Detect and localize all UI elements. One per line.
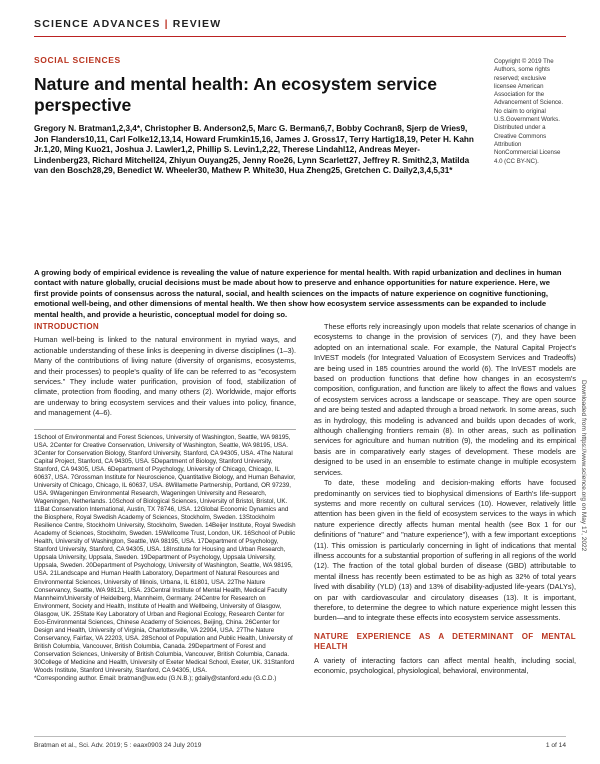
section-label: SOCIAL SCIENCES	[34, 55, 121, 65]
download-notice: Downloaded from https://www.science.org on May 17, 2022	[580, 380, 587, 552]
body-paragraph-2: To date, these modeling and decision-making efforts have focused predominantly on services tied to biophysical dimensions of Earth's life-support systems and more recently on cultural services (10). However, relatively little attention has been given in the field of ecosystem services to the ways in which nature experience directly affects human mental health (see Box 1 for our definitions of "nature" and "nature experience"), with a few important exceptions (11). This omission is particularly concerning in light of indications that mental illness accounts for a substantial proportion of suffering in all regions of the world (12). The fraction of the total global burden of disease (GBD) attributable to mental illness has recently been estimated to be as high as 32% of total years lived with disability (YLD) (13) and 13% of disability-adjusted life-years (DALYs), on par with cardiovascular and circulatory diseases (13). It is important, therefore, to determine the degree to which nature experience might lessen this burden—and to integrate these effects into ecosystem service assessments.	[314, 478, 576, 623]
affiliation-list: 1School of Environmental and Forest Sciences, University of Washington, Seattle, WA 98195, USA. 2Center for Creative Conservation, University of Washington, Seattle, WA 98195, USA. 3Center for Conservation Biology, Stanford University, Stanford, CA 94305, USA. 4The Natural Capital Project, Stanford, CA 94305, USA. 5Department of Biology, Stanford University, Stanford, CA 94305, USA. 6Department of Psychology, University of Chicago, Chicago, IL 60637, USA. 7Grossman Institute for Neuroscience, Quantitative Biology, and Human Behavior, University of Chicago, Chicago, IL 60637, USA. 8Willamette Partnership, Portland, OR 97239, USA. 9Wageningen Environmental Research, Wageningen University and Research, Wageningen, Netherlands. 10School of Biological Sciences, University of Bristol, Bristol, UK. 11Bat Conservation International, Austin, TX 78746, USA. 12Global Economic Dynamics and the Biosphere, Royal Swedish Academy of Sciences, Stockholm, Sweden. 13Stockholm Resilience Centre, Stockholm University, Stockholm, Sweden. 14Beijer Institute, Royal Swedish Academy of Sciences, Stockholm, Sweden. 15Wellcome Trust, London, UK. 16School of Public Health, University of Washington, Seattle, WA 98195, USA. 17Department of Psychology, Stanford University, Stanford, CA 94305, USA. 18Institute for Housing and Urban Research, Uppsala University, Uppsala, Sweden. 19Department of Psychology, Uppsala University, Uppsala, Sweden. 20Department of Psychology, University of Washington, Seattle, WA 98195, USA. 21Landscape and Human Health Laboratory, Department of Natural Resources and Environmental Sciences, University of Illinois, Urbana, IL 61801, USA. 22The Nature Conservancy, Seattle, WA 98121, USA. 23Central Institute of Mental Health, Medical Faculty Mannheim/University of Heidelberg, Mannheim, Germany. 24Centre for Research on Environment, Society and Health, Institute of Health and Wellbeing, University of Glasgow, Glasgow, UK. 25State Key Laboratory of Urban and Regional Ecology, Research Center for Eco-Environmental Sciences, Chinese Academy of Sciences, Beijing, China. 26Center for Design and Health, University of Virginia, Charlottesville, VA 22904, USA. 27The Nature Conservancy, Fairfax, VA 22203, USA. 28School of Population and Public Health, University of British Columbia, Vancouver, British Columbia, Canada. 29Department of Forest and Conservation Sciences, University of British Columbia, Vancouver, British Columbia, Canada. 30College of Medicine and Health, University of Exeter Medical School, Exeter, UK. 31Stanford Woods Institute, Stanford University, Stanford, CA 94305, USA.	[34, 433, 296, 675]
abstract: A growing body of empirical evidence is revealing the value of nature experience for mental health. With rapid urbanization and declines in human contact with nature globally, crucial decisions must be made about how to preserve and enhance opportunities for nature experience. Here, we first provide points of consensus across the natural, social, and health sciences on the impacts of nature experience on cognitive functioning, emotional well-being, and other dimensions of mental health. We then show how ecosystem service assessments can be expanded to include mental health, and provide a heuristic, conceptual model for doing so.	[34, 268, 562, 319]
journal-name: SCIENCE ADVANCES	[34, 18, 161, 30]
page-footer	[34, 736, 566, 749]
article-title: Nature and mental health: An ecosystem service perspective	[34, 74, 437, 115]
copyright-notice: Copyright © 2019 The Authors, some rights reserved; exclusive licensee American Association for the Advancement of Science. No claim to original U.S.Government Works. Distributed under a Creative Commons Attribution NonCommercial License 4.0 (CC BY-NC).	[494, 58, 564, 165]
author-list: Gregory N. Bratman1,2,3,4*, Christopher B. Anderson2,5, Marc G. Berman6,7, Bobby Cochran8, Sjerp de Vries9, Jon Flanders10,11, Carl Folke12,13,14, Howard Frumkin15,16, James J. Gross17, Terry Hartig18,19, Peter H. Kahn Jr.1,20, Ming Kuo21, Joshua J. Lawler1,2, Phillip S. Levin1,2,22, Therese Lindahl12, Andreas Meyer-Lindenberg23, Richard Mitchell24, Zhiyun Ouyang25, Jenny Roe26, Lynn Scarlett27, Jeffrey R. Smith2,3, Matilda van den Bosch28,29, Benedict W. Wheeler30, Mathew P. White30, Hua Zheng25, Gretchen C. Daily2,3,4,5,31*	[34, 124, 474, 176]
page-number: 1 of 14	[545, 742, 566, 749]
affiliations	[34, 429, 296, 683]
body-paragraph-1: These efforts rely increasingly upon models that relate scenarios of change in ecosystems to change in the provision of services (7), and they have been adopted on an international scale. For example, the Natural Capital Project's InVEST models (for Integrated Valuation of Ecosystem Services and Tradeoffs) are being used in 185 countries around the world (6). The InVEST models are based on production functions that define how changes in an ecosystem's composition, configuration, and function are likely to affect the flows and values of ecosystem services across a landscape or seascape. They are open source and are being tested and adapted through a broad network. In some areas, such as in hydrology, this modeling is advanced and builds upon decades of work, although challenging frontiers remain (8). In other areas, such as pollination services for agriculture and human nutrition (9), the modeling and its empirical basis are in comparatively early stages of development. These models are designed to be used in an ensemble to estimate change in multiple ecosystem services.	[314, 322, 576, 477]
body-paragraph-3: A variety of interacting factors can affect mental health, including social, economic, psychological, physiological, behavioral, environmental,	[314, 655, 576, 675]
footer-citation: Bratman et al., Sci. Adv. 2019; 5 : eaax0903 24 July 2019	[34, 742, 202, 749]
masthead-separator: |	[164, 18, 169, 30]
section-heading-nature-experience: NATURE EXPERIENCE AS A DETERMINANT OF MENTAL HEALTH	[314, 631, 576, 652]
corresponding-author: *Corresponding author. Email: bratman@uw.edu (G.N.B.); gdaily@stanford.edu (G.C.D.)	[34, 675, 277, 683]
masthead-rule	[34, 36, 566, 37]
intro-heading: INTRODUCTION	[34, 322, 99, 331]
article-type: REVIEW	[172, 18, 222, 30]
intro-paragraph: Human well-being is linked to the natural environment in myriad ways, and actionable understanding of these links is deepening in diverse disciplines (1–3). Many of the contributions of living nature (diversity of organisms, ecosystems, and their processes) to people's quality of life can be referred to as "ecosystem services." They include water purification, provision of food, stabilization of climate, protection from flooding, and many others (2). Worldwide, major efforts are underway to bring ecosystem services and their values into policy, finance, and management (4–6).	[34, 335, 296, 418]
right-column	[314, 322, 576, 676]
left-column	[34, 322, 296, 683]
masthead	[34, 18, 221, 30]
